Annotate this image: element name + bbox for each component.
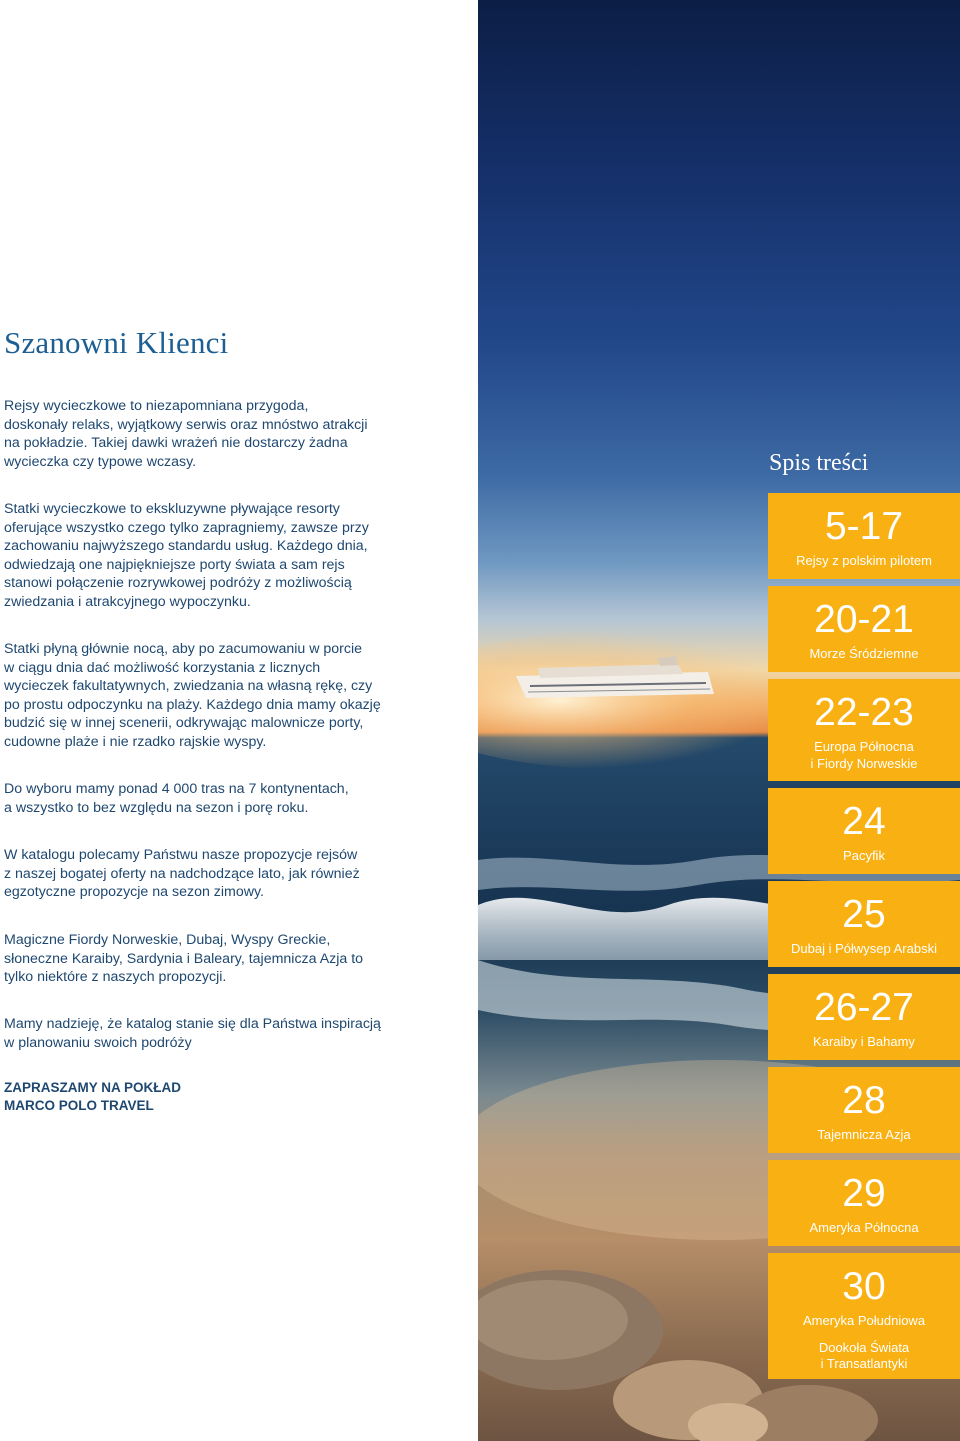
toc-page-range: 30	[842, 1265, 886, 1308]
toc-item-29[interactable]	[768, 1160, 960, 1246]
toc-page-range: 25	[842, 893, 886, 936]
toc-label: Dubaj i Półwysep Arabski	[791, 941, 937, 956]
toc-item-22-23[interactable]	[768, 679, 960, 781]
toc-label: Morze Śródziemne	[809, 646, 919, 661]
toc-label-secondary: Dookoła Świata i Transatlantyki	[818, 1339, 910, 1371]
page-title: Szanowni Klienci	[4, 325, 229, 360]
toc-page-range: 24	[842, 800, 886, 843]
toc-label: Ameryka Północna	[809, 1220, 919, 1235]
toc-page-range: 20-21	[814, 598, 914, 641]
toc-item-20-21[interactable]	[768, 586, 960, 672]
toc-item-28[interactable]	[768, 1067, 960, 1153]
toc-label: Rejsy z polskim pilotem	[796, 553, 932, 568]
toc-item-25[interactable]	[768, 881, 960, 967]
intro-paragraph-5: W katalogu polecamy Państwu nasze propozycje rejsów z naszej bogatej oferty na nadchodzące lato, jak również egzotyczne propozycje na sezon zimowy.	[4, 847, 360, 901]
toc-page-range: 29	[842, 1172, 886, 1215]
toc-page-range: 22-23	[814, 691, 914, 734]
intro-paragraph-7: Mamy nadzieję, że katalog stanie się dla Państwa inspiracją w planowaniu swoich podróży	[4, 1016, 381, 1051]
intro-paragraph-4: Do wyboru mamy ponad 4 000 tras na 7 kontynentach, a wszystko to bez względu na sezon i porę roku.	[4, 781, 349, 816]
toc-label: Ameryka Południowa	[802, 1313, 926, 1328]
closing-signature: ZAPRASZAMY NA POKŁAD MARCO POLO TRAVEL	[4, 1080, 182, 1113]
toc-page-range: 5-17	[824, 505, 904, 548]
toc-page-range: 26-27	[814, 986, 914, 1029]
intro-paragraph-2: Statki wycieczkowe to ekskluzywne pływające resorty oferujące wszystko czego tylko zapragniemy, zawsze przy zachowaniu najwyższego standardu usług. Każdego dnia, odwiedzają one najpiękniejsze porty świata a sam rejs stanowi połączenie rozrywkowej podróży z możliwością zwiedzania i atrakcyjnego wypoczynku.	[4, 501, 369, 610]
toc-page-range: 28	[842, 1079, 886, 1122]
toc-heading: Spis treści	[769, 450, 869, 476]
toc-item-30[interactable]	[768, 1253, 960, 1379]
intro-column	[0, 0, 478, 1441]
toc-label: Europa Północna i Fiordy Norweskie	[810, 739, 918, 771]
intro-paragraph-3: Statki płyną głównie nocą, aby po zacumowaniu w porcie w ciągu dnia dać możliwość korzystania z licznych wycieczek fakultatywnych, zwiedzania na własną rękę, czy po prostu odpoczynku na plaży. Każdego dnia mamy okazję budzić się w innej scenerii, odkrywając malownicze porty, cudowne plaże i nie rzadko rajskie wyspy.	[4, 641, 381, 750]
toc-item-24[interactable]	[768, 788, 960, 874]
toc-item-5-17[interactable]	[768, 493, 960, 579]
toc-label: Tajemnicza Azja	[817, 1127, 911, 1142]
toc-label: Karaiby i Bahamy	[813, 1034, 915, 1049]
toc-label: Pacyfik	[843, 848, 885, 863]
intro-paragraph-1: Rejsy wycieczkowe to niezapomniana przygoda, doskonały relaks, wyjątkowy serwis oraz mnóstwo atrakcji na pokładzie. Takiej dawki wrażeń nie dostarczy żadna wycieczka czy typowe wczasy.	[4, 398, 368, 470]
intro-paragraph-6: Magiczne Fiordy Norweskie, Dubaj, Wyspy Greckie, słoneczne Karaiby, Sardynia i Baleary, tajemnicza Azja to tylko niektóre z naszych propozycji.	[4, 932, 364, 986]
toc-item-26-27[interactable]	[768, 974, 960, 1060]
